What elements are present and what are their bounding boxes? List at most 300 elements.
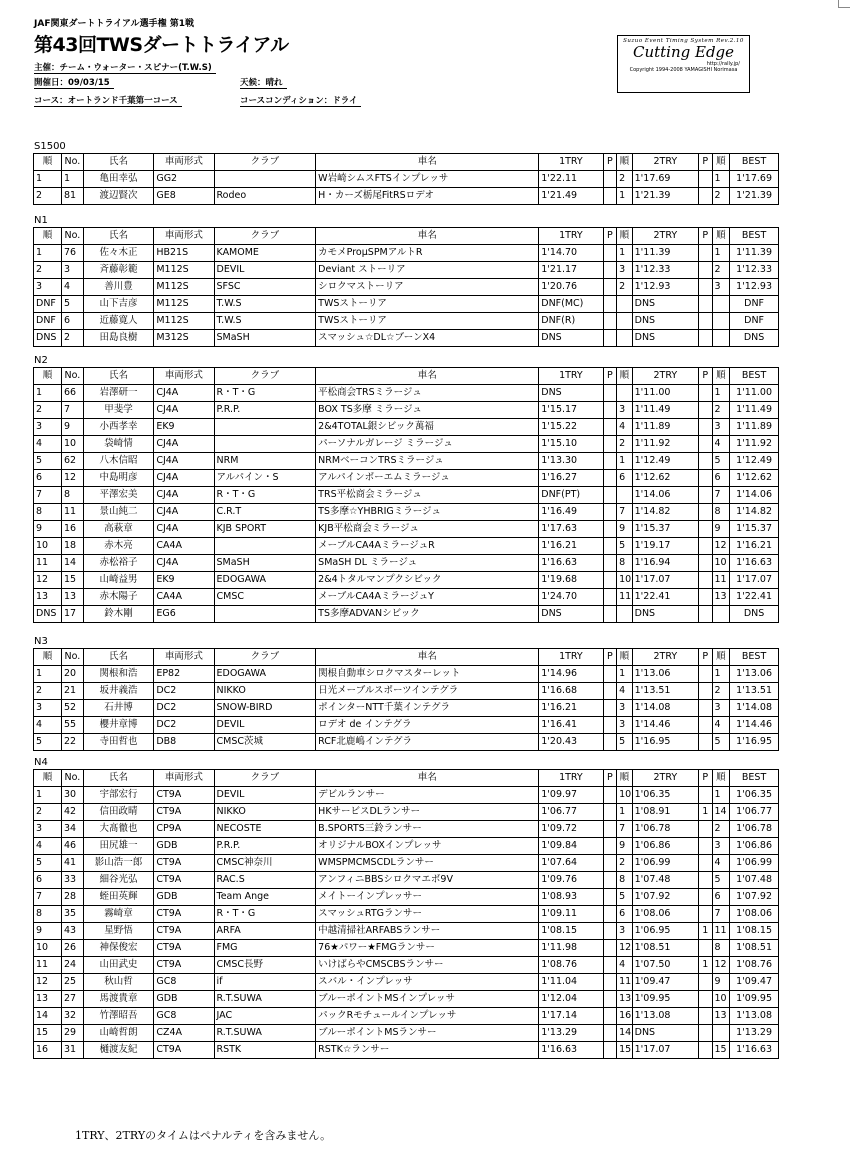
table-cell: パーソナルガレージ ミラージュ	[316, 436, 539, 453]
table-cell: GDB	[154, 889, 214, 906]
column-header: P	[603, 770, 616, 787]
table-cell: 8	[34, 906, 62, 923]
table-cell: 1'14.06	[730, 487, 779, 504]
table-header-row	[34, 649, 779, 666]
column-header: 順	[712, 228, 730, 245]
table-cell: DNF(R)	[539, 313, 603, 330]
table-cell	[617, 330, 633, 347]
table-cell: ロデオ de インテグラ	[316, 717, 539, 734]
table-cell: 18	[62, 538, 84, 555]
table-cell: 1'06.86	[632, 838, 698, 855]
column-header: 車両形式	[154, 154, 214, 171]
table-cell: 3	[712, 279, 730, 296]
table-cell: 1'09.95	[730, 991, 779, 1008]
table-cell: 1'07.64	[539, 855, 603, 872]
table-cell: 1'16.21	[730, 538, 779, 555]
table-cell: 1	[712, 245, 730, 262]
table-cell	[603, 487, 616, 504]
table-cell	[699, 666, 712, 683]
table-header-row	[34, 154, 779, 171]
column-header: P	[603, 154, 616, 171]
column-header: クラブ	[214, 770, 316, 787]
table-cell: TWSストーリア	[316, 313, 539, 330]
table-cell: 1'13.29	[730, 1025, 779, 1042]
table-cell: EDOGAWA	[214, 666, 316, 683]
table-cell: 1'14.82	[632, 504, 698, 521]
table-cell	[603, 262, 616, 279]
course-name: コース：オートランド千葉第一コース	[34, 94, 182, 107]
table-cell: 6	[62, 313, 84, 330]
column-header: 順	[617, 649, 633, 666]
table-cell: DNF	[34, 313, 62, 330]
table-cell: 30	[62, 787, 84, 804]
table-cell: 1'11.92	[730, 436, 779, 453]
table-cell: 1'11.49	[632, 402, 698, 419]
weather: 天候：晴れ	[240, 76, 287, 89]
table-cell: 14	[34, 1008, 62, 1025]
table-cell	[603, 974, 616, 991]
table-cell: CT9A	[154, 906, 214, 923]
table-cell: 1'11.39	[632, 245, 698, 262]
table-cell: 1	[699, 804, 712, 821]
table-cell: 5	[34, 453, 62, 470]
table-cell: 1'08.76	[539, 957, 603, 974]
table-cell: CMSC長野	[214, 957, 316, 974]
table-cell: SMaSH	[214, 330, 316, 347]
table-cell: 善川豊	[83, 279, 154, 296]
table-cell	[699, 402, 712, 419]
table-cell: 3	[712, 700, 730, 717]
table-cell	[699, 279, 712, 296]
table-cell: 1'16.94	[632, 555, 698, 572]
table-cell: 4	[34, 717, 62, 734]
column-header: 順	[34, 154, 62, 171]
table-cell	[712, 1025, 730, 1042]
column-header: 順	[712, 770, 730, 787]
table-cell: GG2	[154, 171, 214, 188]
table-cell: 12	[34, 974, 62, 991]
table-cell: 1'09.95	[632, 991, 698, 1008]
table-cell: 田尻雄一	[83, 838, 154, 855]
table-cell	[603, 804, 616, 821]
table-cell: 1	[712, 385, 730, 402]
table-cell: 11	[34, 555, 62, 572]
column-header: P	[699, 368, 712, 385]
table-cell: 16	[34, 1042, 62, 1059]
table-cell: 1'15.17	[539, 402, 603, 419]
table-cell: EK9	[154, 572, 214, 589]
table-cell: 5	[617, 734, 633, 751]
table-cell: DEVIL	[214, 262, 316, 279]
table-cell: 1'16.95	[730, 734, 779, 751]
table-cell: 1	[62, 171, 84, 188]
table-cell: 1'14.46	[730, 717, 779, 734]
table-cell: 1'15.37	[730, 521, 779, 538]
table-cell: Rodeo	[214, 188, 316, 205]
table-cell: DB8	[154, 734, 214, 751]
table-cell: DNS	[730, 606, 779, 623]
table-cell: 秋山哲	[83, 974, 154, 991]
table-cell	[699, 906, 712, 923]
table-cell: 32	[62, 1008, 84, 1025]
table-cell: 2&4TOTAL銀シビック萬福	[316, 419, 539, 436]
table-cell	[603, 171, 616, 188]
table-cell: 1'14.08	[632, 700, 698, 717]
table-cell: 31	[62, 1042, 84, 1059]
table-cell: オリジナルBOXインプレッサ	[316, 838, 539, 855]
table-cell: 10	[617, 787, 633, 804]
table-cell: DNF	[730, 313, 779, 330]
table-cell: 1'08.06	[730, 906, 779, 923]
table-cell: 1'09.47	[730, 974, 779, 991]
table-cell: 1'11.92	[632, 436, 698, 453]
table-cell: 1'09.84	[539, 838, 603, 855]
table-cell: 34	[62, 821, 84, 838]
table-cell: 25	[62, 974, 84, 991]
table-cell	[699, 555, 712, 572]
column-header: P	[699, 649, 712, 666]
table-cell: 5	[617, 889, 633, 906]
table-cell: 8	[617, 555, 633, 572]
column-header: No.	[62, 368, 84, 385]
table-cell: 46	[62, 838, 84, 855]
column-header: P	[603, 228, 616, 245]
table-row	[34, 821, 779, 838]
table-cell	[699, 1025, 712, 1042]
table-cell: 1'21.39	[730, 188, 779, 205]
table-cell	[603, 470, 616, 487]
table-row	[34, 330, 779, 347]
table-cell: 関根和浩	[83, 666, 154, 683]
table-cell: KJB SPORT	[214, 521, 316, 538]
table-cell: 1'08.15	[539, 923, 603, 940]
table-cell	[214, 606, 316, 623]
table-cell: 坂井義浩	[83, 683, 154, 700]
table-cell: アルパインボーエムミラージュ	[316, 470, 539, 487]
column-header: 車名	[316, 649, 539, 666]
table-cell: 1'08.15	[730, 923, 779, 940]
column-header: 車名	[316, 154, 539, 171]
table-cell: 1'12.93	[730, 279, 779, 296]
table-cell: 2	[617, 855, 633, 872]
table-row	[34, 683, 779, 700]
table-cell: 山田武史	[83, 957, 154, 974]
table-cell	[617, 313, 633, 330]
table-cell: M312S	[154, 330, 214, 347]
column-header: 2TRY	[632, 228, 698, 245]
event-title: 第43回TWSダートトライアル	[34, 34, 289, 56]
table-cell: 馬渡貴章	[83, 991, 154, 1008]
column-header: No.	[62, 228, 84, 245]
table-cell: 7	[34, 889, 62, 906]
table-cell: 5	[617, 538, 633, 555]
table-cell: 1'07.48	[730, 872, 779, 889]
table-row	[34, 1042, 779, 1059]
table-cell: 10	[34, 940, 62, 957]
column-header: 氏名	[83, 154, 154, 171]
table-cell: TWSストーリア	[316, 296, 539, 313]
table-cell: 1'16.63	[539, 555, 603, 572]
table-cell	[603, 330, 616, 347]
table-cell: 9	[62, 419, 84, 436]
table-cell: DNF	[730, 296, 779, 313]
table-cell: 景山純二	[83, 504, 154, 521]
table-cell: 10	[617, 572, 633, 589]
table-cell: 4	[62, 279, 84, 296]
table-cell: 4	[712, 855, 730, 872]
table-cell	[603, 453, 616, 470]
table-cell: 1'13.51	[632, 683, 698, 700]
table-cell: 4	[34, 838, 62, 855]
table-cell	[699, 385, 712, 402]
table-cell: 星野悟	[83, 923, 154, 940]
table-cell: WMSPMCMSCDLランサー	[316, 855, 539, 872]
table-cell	[699, 1008, 712, 1025]
table-cell: RSTK☆ランサー	[316, 1042, 539, 1059]
table-cell: CJ4A	[154, 402, 214, 419]
class-label: N1	[34, 215, 48, 226]
table-cell: 52	[62, 700, 84, 717]
table-cell: 1'06.78	[632, 821, 698, 838]
table-cell: 13	[712, 1008, 730, 1025]
table-cell	[699, 974, 712, 991]
table-row	[34, 991, 779, 1008]
table-cell: 1'06.78	[730, 821, 779, 838]
table-cell: 9	[712, 974, 730, 991]
table-cell: 5	[34, 855, 62, 872]
results-table	[33, 153, 779, 205]
table-cell	[603, 419, 616, 436]
table-cell: 12	[617, 940, 633, 957]
table-cell: 20	[62, 666, 84, 683]
results-table	[33, 367, 779, 623]
table-cell	[603, 734, 616, 751]
table-row	[34, 1008, 779, 1025]
table-row	[34, 906, 779, 923]
table-cell: 1'07.48	[632, 872, 698, 889]
table-cell: いけばらやCMSCBSランサー	[316, 957, 539, 974]
table-cell: 1'12.33	[632, 262, 698, 279]
table-cell: 8	[712, 940, 730, 957]
table-row	[34, 872, 779, 889]
table-cell: C.R.T	[214, 504, 316, 521]
table-cell: CMSC茨城	[214, 734, 316, 751]
column-header: 順	[34, 368, 62, 385]
table-cell: DNS	[539, 330, 603, 347]
table-cell: 12	[712, 957, 730, 974]
table-cell: 1'14.06	[632, 487, 698, 504]
table-cell: 霧崎章	[83, 906, 154, 923]
table-cell	[603, 991, 616, 1008]
table-cell: 1'08.51	[730, 940, 779, 957]
table-cell: 1	[712, 666, 730, 683]
table-cell: 12	[62, 470, 84, 487]
column-header: 車名	[316, 770, 539, 787]
table-cell: 平松商会TRSミラージュ	[316, 385, 539, 402]
table-cell: 10	[62, 436, 84, 453]
table-cell: CJ4A	[154, 555, 214, 572]
table-cell: 1	[34, 666, 62, 683]
table-cell: ブルーポイントMSランサー	[316, 1025, 539, 1042]
table-cell: 1'06.86	[730, 838, 779, 855]
table-cell	[699, 572, 712, 589]
table-row	[34, 188, 779, 205]
table-cell	[617, 385, 633, 402]
table-cell	[699, 521, 712, 538]
table-cell: デビルランサー	[316, 787, 539, 804]
table-cell: 1'13.06	[632, 666, 698, 683]
table-cell: Deviant ストーリア	[316, 262, 539, 279]
table-cell: 62	[62, 453, 84, 470]
column-header: 氏名	[83, 228, 154, 245]
table-cell: 田島良樹	[83, 330, 154, 347]
table-cell: 1'16.95	[632, 734, 698, 751]
table-cell: 3	[34, 279, 62, 296]
table-cell: H・カーズ栃尾FitRSロデオ	[316, 188, 539, 205]
table-cell	[699, 1042, 712, 1059]
table-cell: 7	[62, 402, 84, 419]
table-cell	[214, 419, 316, 436]
table-cell: DNS	[632, 313, 698, 330]
table-cell: DNS	[632, 606, 698, 623]
table-cell: NRM	[214, 453, 316, 470]
table-cell: 9	[617, 838, 633, 855]
table-cell	[699, 470, 712, 487]
table-cell: R・T・G	[214, 487, 316, 504]
table-cell: CZ4A	[154, 1025, 214, 1042]
table-cell: 1'22.11	[539, 171, 603, 188]
table-cell: スマッシュ☆DL☆ブーンX4	[316, 330, 539, 347]
table-cell: 11	[712, 572, 730, 589]
table-cell: T.W.S	[214, 313, 316, 330]
table-cell: CT9A	[154, 855, 214, 872]
table-cell	[712, 606, 730, 623]
table-cell: GE8	[154, 188, 214, 205]
table-cell: 寺田哲也	[83, 734, 154, 751]
table-cell	[712, 313, 730, 330]
table-cell: 7	[617, 821, 633, 838]
table-cell: 1'11.49	[730, 402, 779, 419]
table-cell: 1'13.08	[632, 1008, 698, 1025]
table-cell	[699, 683, 712, 700]
column-header: 順	[34, 770, 62, 787]
table-cell: CT9A	[154, 1042, 214, 1059]
table-cell: 2	[34, 402, 62, 419]
table-cell	[603, 296, 616, 313]
table-cell	[603, 279, 616, 296]
table-cell: 1'17.14	[539, 1008, 603, 1025]
table-cell: 1'09.76	[539, 872, 603, 889]
table-cell: 2	[34, 683, 62, 700]
table-cell: 1'06.99	[730, 855, 779, 872]
table-cell: 11	[712, 923, 730, 940]
table-cell	[603, 683, 616, 700]
table-cell: KAMOME	[214, 245, 316, 262]
table-cell: DNS	[632, 1025, 698, 1042]
table-cell: 1'11.98	[539, 940, 603, 957]
table-cell: 21	[62, 683, 84, 700]
table-cell: 4	[712, 436, 730, 453]
table-cell: 岩澤研一	[83, 385, 154, 402]
column-header: 1TRY	[539, 770, 603, 787]
table-cell: 15	[617, 1042, 633, 1059]
table-cell	[699, 171, 712, 188]
table-cell: 9	[712, 521, 730, 538]
table-cell: DNF(PT)	[539, 487, 603, 504]
table-cell: 1'13.06	[730, 666, 779, 683]
table-cell: CMSC	[214, 589, 316, 606]
table-cell: 11	[617, 589, 633, 606]
column-header: 2TRY	[632, 649, 698, 666]
table-cell: 甲斐学	[83, 402, 154, 419]
table-cell: DNF	[34, 296, 62, 313]
table-cell: アンフィニBBSシロクマエボ9V	[316, 872, 539, 889]
table-cell: CJ4A	[154, 385, 214, 402]
column-header: 1TRY	[539, 368, 603, 385]
table-cell	[712, 330, 730, 347]
table-cell	[603, 838, 616, 855]
table-cell	[603, 957, 616, 974]
table-cell: R・T・G	[214, 906, 316, 923]
table-cell: M112S	[154, 262, 214, 279]
table-row	[34, 402, 779, 419]
table-cell: 1'16.63	[730, 555, 779, 572]
table-cell: CA4A	[154, 589, 214, 606]
table-cell: 1'14.96	[539, 666, 603, 683]
table-cell: パックRモチュールインプレッサ	[316, 1008, 539, 1025]
table-cell: 2	[712, 683, 730, 700]
table-cell	[603, 872, 616, 889]
table-row	[34, 504, 779, 521]
table-cell: 13	[617, 991, 633, 1008]
table-cell: 1'21.49	[539, 188, 603, 205]
column-header: BEST	[730, 649, 779, 666]
table-row	[34, 470, 779, 487]
table-cell: 6	[34, 470, 62, 487]
table-cell: TS多摩ADVANシビック	[316, 606, 539, 623]
column-header: 順	[617, 770, 633, 787]
table-cell: 八木信昭	[83, 453, 154, 470]
table-row	[34, 923, 779, 940]
table-cell: 66	[62, 385, 84, 402]
table-cell: W岩崎シムスFTSインプレッサ	[316, 171, 539, 188]
column-header: 順	[712, 154, 730, 171]
table-cell: 1'13.30	[539, 453, 603, 470]
results-table	[33, 769, 779, 1059]
table-cell: 4	[712, 717, 730, 734]
table-cell: 41	[62, 855, 84, 872]
table-cell: 33	[62, 872, 84, 889]
table-cell: 11	[34, 957, 62, 974]
table-cell: DEVIL	[214, 787, 316, 804]
table-cell: 1'16.41	[539, 717, 603, 734]
table-cell: 12	[712, 538, 730, 555]
table-cell: 竹澤昭吾	[83, 1008, 154, 1025]
table-cell: GC8	[154, 1008, 214, 1025]
table-cell: DNS	[632, 296, 698, 313]
table-cell: SFSC	[214, 279, 316, 296]
table-cell: SMaSH	[214, 555, 316, 572]
table-cell	[603, 402, 616, 419]
table-cell: SMaSH DL ミラージュ	[316, 555, 539, 572]
table-cell: 5	[712, 872, 730, 889]
table-cell	[699, 419, 712, 436]
table-cell: 1	[617, 666, 633, 683]
table-cell	[699, 855, 712, 872]
table-cell: M112S	[154, 296, 214, 313]
table-cell: RCF北鹿嶋インテグラ	[316, 734, 539, 751]
table-cell: M112S	[154, 279, 214, 296]
